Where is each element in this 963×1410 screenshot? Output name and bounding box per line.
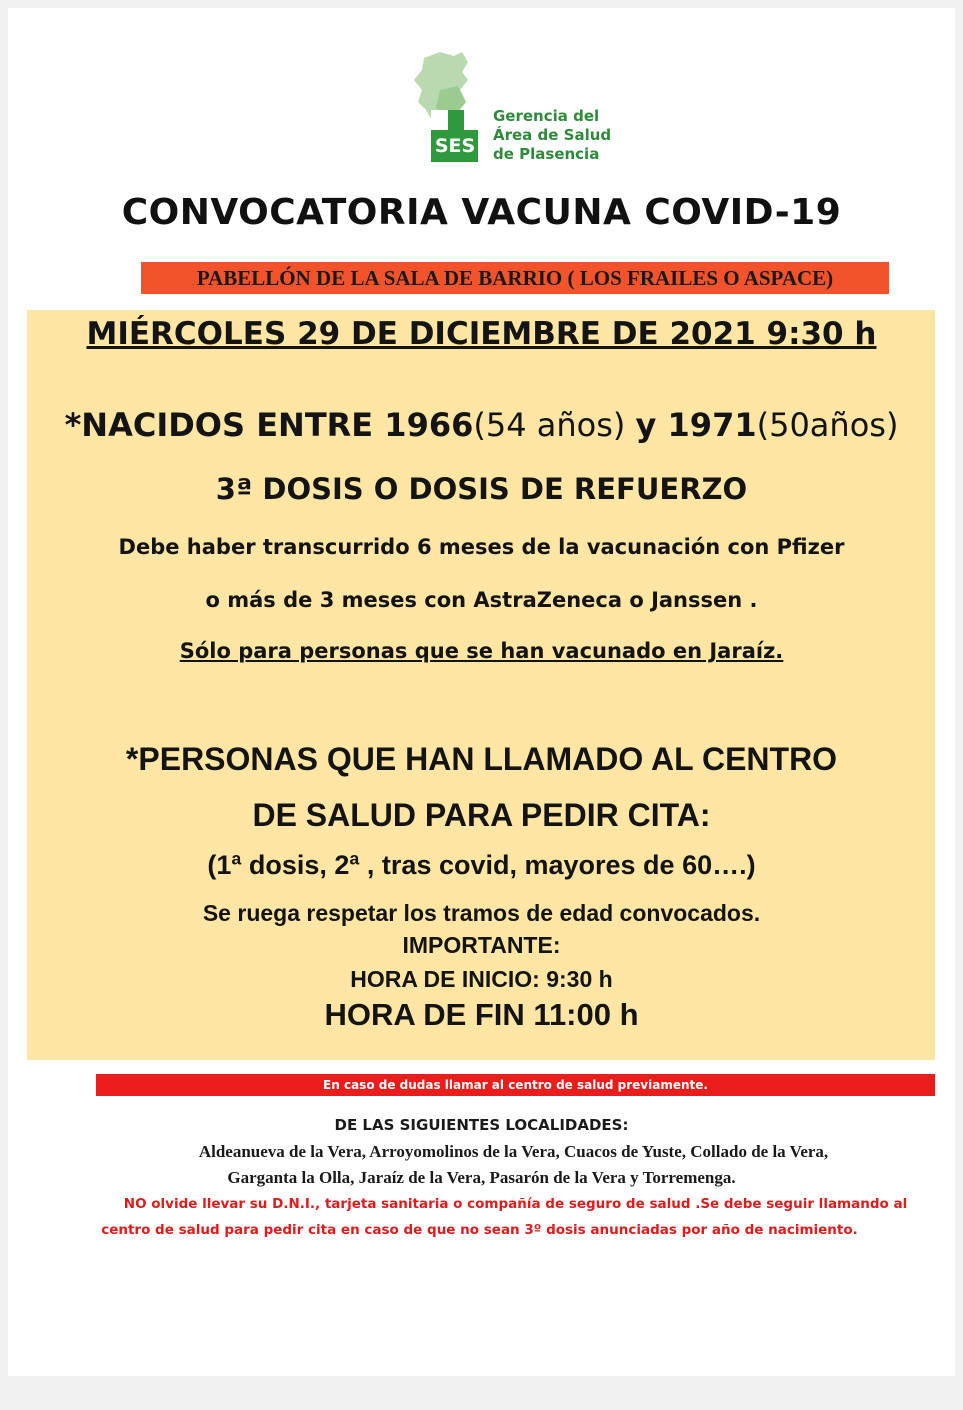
- called-heading-line-1: *PERSONAS QUE HAN LLAMADO AL CENTRO: [125, 741, 838, 777]
- localities-heading: DE LAS SIGUIENTES LOCALIDADES:: [334, 1116, 629, 1134]
- logo-line-1: Gerencia del: [493, 107, 600, 125]
- end-time: HORA DE FIN 11:00 h: [324, 997, 639, 1032]
- warning-line-1: NO olvide llevar su D.N.I., tarjeta sanitaria o compañía de seguro de salud .Se debe seguir llamando al: [123, 1196, 908, 1212]
- logo-line-2: Área de Salud: [493, 126, 612, 144]
- doubts-notice-bar: En caso de dudas llamar al centro de salud previamente.: [96, 1074, 935, 1096]
- localities-line-2: Garganta la Olla, Jaraíz de la Vera, Pasarón de la Vera y Torremenga.: [227, 1168, 736, 1187]
- birth-range: [0, 406, 963, 444]
- only-for-note: Sólo para personas que se han vacunado en Jaraíz.: [179, 639, 784, 663]
- event-date: MIÉRCOLES 29 DE DICIEMBRE DE 2021 9:30 h: [86, 316, 877, 352]
- logo-caption: [493, 107, 611, 164]
- page-title: CONVOCATORIA VACUNA COVID-19: [121, 192, 842, 233]
- called-heading-line-2: DE SALUD PARA PEDIR CITA:: [252, 797, 711, 833]
- warning-line-2: centro de salud para pedir cita en caso de que no sean 3º dosis anunciadas por año de nacimiento.: [101, 1222, 858, 1238]
- ses-logo: [410, 50, 630, 170]
- requirement-line-1: Debe haber transcurrido 6 meses de la vacunación con Pfizer: [118, 535, 845, 559]
- important-label: IMPORTANTE:: [402, 932, 561, 958]
- birth-range-age-2: (50años): [756, 406, 899, 444]
- start-time: HORA DE INICIO: 9:30 h: [350, 966, 613, 992]
- logo-line-3: de Plasencia: [493, 145, 600, 163]
- localities-line-1: Aldeanueva de la Vera, Arroyomolinos de la Vera, Cuacos de Yuste, Collado de la Vera,: [198, 1142, 829, 1161]
- requirement-line-2: o más de 3 meses con AstraZeneca o Janssen .: [205, 588, 758, 612]
- dose-heading: 3ª DOSIS O DOSIS DE REFUERZO: [215, 472, 748, 506]
- venue-banner: PABELLÓN DE LA SALA DE BARRIO ( LOS FRAILES O ASPACE): [141, 262, 889, 294]
- birth-range-prefix: *NACIDOS ENTRE 1966: [64, 406, 474, 444]
- respect-note: Se ruega respetar los tramos de edad convocados.: [202, 900, 761, 926]
- doses-list: (1ª dosis, 2ª , tras covid, mayores de 60….): [207, 850, 756, 880]
- birth-range-age-1: (54 años): [473, 406, 636, 444]
- ses-badge-text: SES: [434, 135, 476, 157]
- birth-range-and: y 1971: [635, 406, 757, 444]
